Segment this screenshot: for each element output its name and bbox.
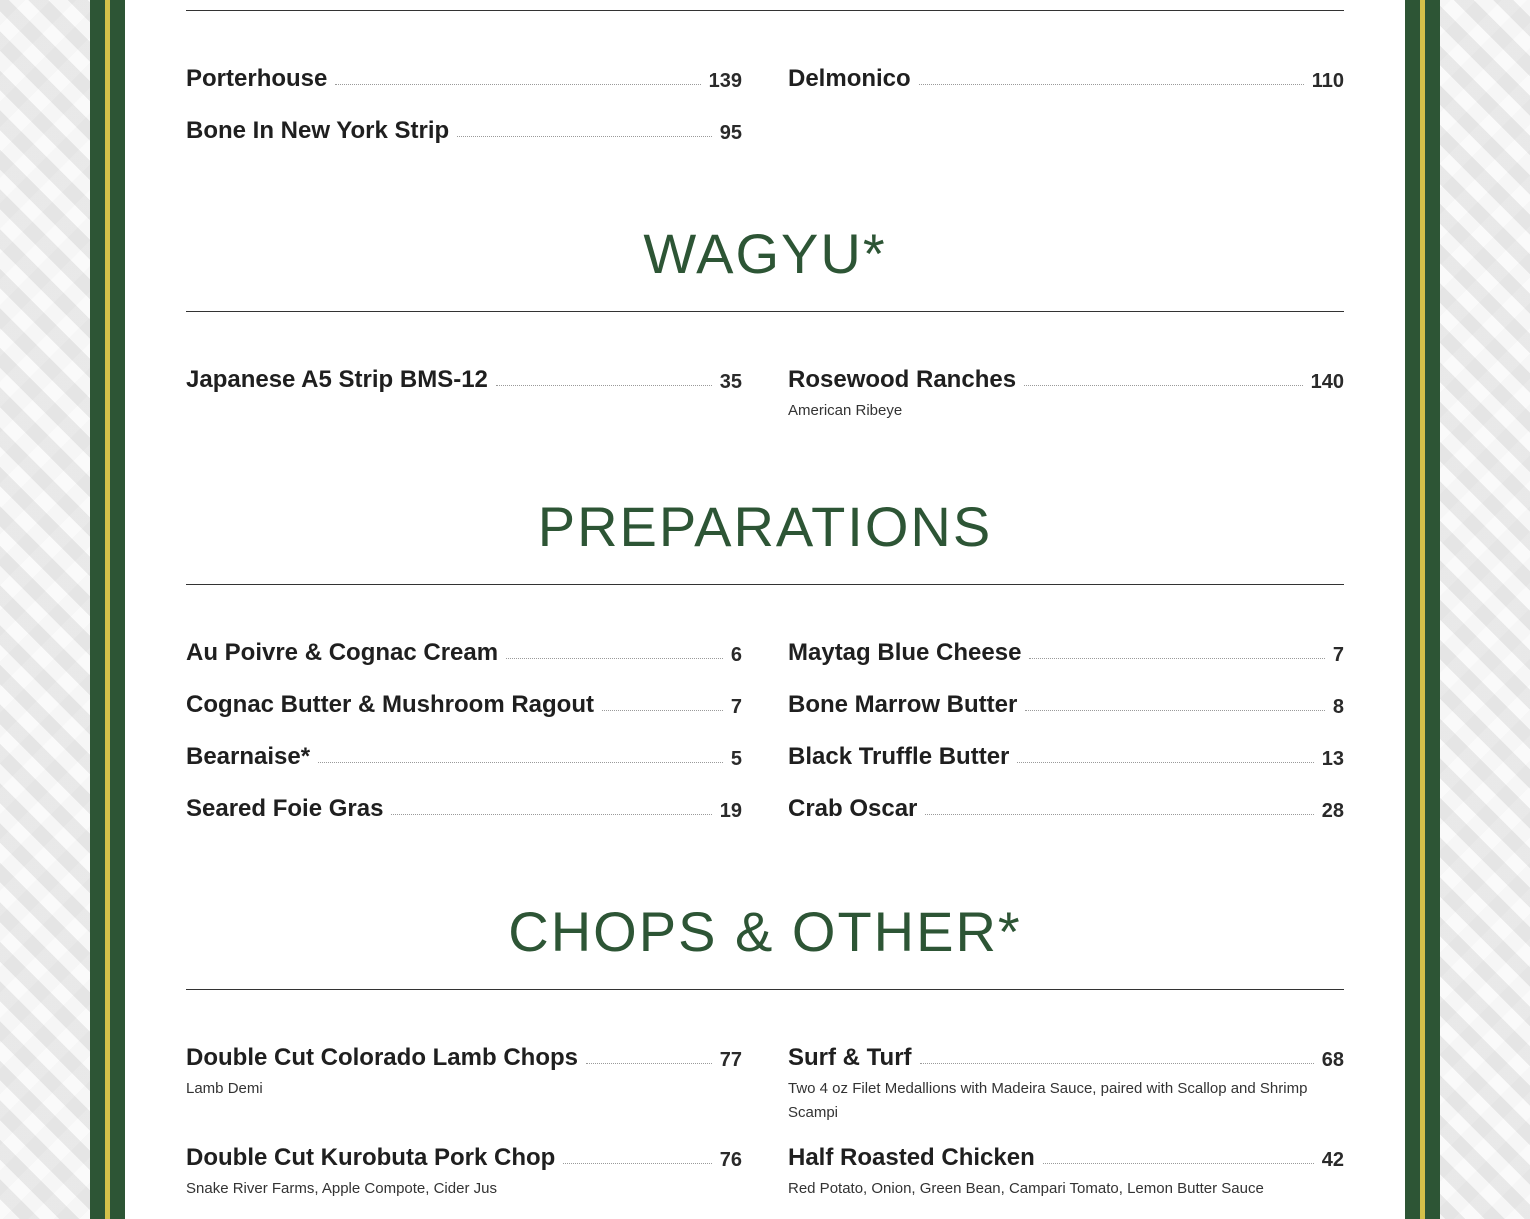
section-title-wagyu: WAGYU*	[643, 222, 887, 285]
item-description: American Ribeye	[788, 402, 903, 419]
section-divider	[186, 989, 1344, 990]
menu-item	[186, 634, 742, 668]
item-price: 76	[719, 1149, 742, 1171]
menu-item	[788, 686, 1344, 720]
item-name: Seared Foie Gras	[186, 795, 384, 822]
item-price: 6	[730, 644, 742, 666]
item-price: 110	[1311, 70, 1344, 92]
dotted-leader	[391, 813, 711, 815]
item-name: Maytag Blue Cheese	[788, 639, 1022, 666]
item-price: 7	[1332, 644, 1344, 666]
item-price: 140	[1310, 371, 1344, 393]
item-name: Crab Oscar	[788, 795, 918, 822]
item-price: 35	[719, 371, 742, 393]
item-name: Porterhouse	[186, 65, 328, 92]
item-price: 7	[730, 696, 742, 718]
section-divider	[186, 584, 1344, 585]
menu-item	[788, 634, 1344, 668]
dotted-leader	[1043, 1162, 1314, 1164]
dotted-leader	[1025, 709, 1325, 711]
section-title-chops: CHOPS & OTHER*	[508, 900, 1022, 963]
dotted-leader	[1017, 761, 1313, 763]
dotted-leader	[925, 813, 1313, 815]
item-price: 68	[1321, 1049, 1344, 1071]
dotted-leader	[563, 1162, 711, 1164]
menu-item-delmonico	[788, 60, 1344, 94]
item-name: Delmonico	[788, 65, 911, 92]
item-price: 8	[1332, 696, 1344, 718]
dotted-leader	[457, 135, 712, 137]
menu-item	[186, 1039, 742, 1101]
dotted-leader	[496, 384, 712, 386]
item-price: 77	[719, 1049, 742, 1071]
item-price: 13	[1321, 748, 1344, 770]
menu-item	[788, 1139, 1344, 1201]
item-description: Two 4 oz Filet Medallions with Madeira Sauce, paired with Scallop and Shrimp Scampi	[788, 1080, 1308, 1121]
item-name: Au Poivre & Cognac Cream	[186, 639, 499, 666]
item-name: Half Roasted Chicken	[788, 1144, 1035, 1171]
dotted-leader	[586, 1062, 712, 1064]
menu-item-bone-in-ny-strip	[186, 112, 742, 146]
item-price: 95	[719, 122, 742, 144]
dotted-leader	[318, 761, 723, 763]
item-name: Double Cut Kurobuta Pork Chop	[186, 1144, 556, 1171]
item-name: Bone In New York Strip	[186, 117, 450, 144]
item-name: Black Truffle Butter	[788, 743, 1010, 770]
dotted-leader	[1029, 657, 1324, 659]
right-border	[1405, 0, 1440, 1219]
left-border	[90, 0, 125, 1219]
item-name: Japanese A5 Strip BMS-12	[186, 366, 488, 393]
item-name: Bearnaise*	[186, 743, 311, 770]
item-name: Bone Marrow Butter	[788, 691, 1018, 718]
menu-item	[788, 1039, 1344, 1125]
item-price: 42	[1321, 1149, 1344, 1171]
item-price: 28	[1321, 800, 1344, 822]
menu-item	[186, 686, 742, 720]
item-price: 139	[708, 70, 742, 92]
menu-item	[186, 738, 742, 772]
dotted-leader	[1024, 384, 1303, 386]
item-name: Double Cut Colorado Lamb Chops	[186, 1044, 578, 1071]
menu-item	[788, 361, 1344, 423]
dotted-leader	[335, 83, 700, 85]
menu-item	[186, 790, 742, 824]
item-price: 19	[719, 800, 742, 822]
item-description: Snake River Farms, Apple Compote, Cider Jus	[186, 1180, 497, 1197]
section-divider	[186, 10, 1344, 11]
menu-item	[788, 790, 1344, 824]
item-name: Cognac Butter & Mushroom Ragout	[186, 691, 594, 718]
menu-item-porterhouse	[186, 60, 742, 94]
item-price: 5	[730, 748, 742, 770]
section-divider	[186, 311, 1344, 312]
item-name: Rosewood Ranches	[788, 366, 1017, 393]
dotted-leader	[920, 1062, 1314, 1064]
item-description: Lamb Demi	[186, 1080, 263, 1097]
dotted-leader	[919, 83, 1304, 85]
item-name: Surf & Turf	[788, 1044, 912, 1071]
dotted-leader	[602, 709, 723, 711]
menu-item	[186, 1139, 742, 1201]
dotted-leader	[506, 657, 723, 659]
menu-item	[186, 361, 742, 395]
item-description: Red Potato, Onion, Green Bean, Campari Tomato, Lemon Butter Sauce	[788, 1180, 1264, 1197]
menu-item	[788, 738, 1344, 772]
section-title-preparations: PREPARATIONS	[537, 495, 993, 558]
menu-page	[125, 0, 1405, 1219]
